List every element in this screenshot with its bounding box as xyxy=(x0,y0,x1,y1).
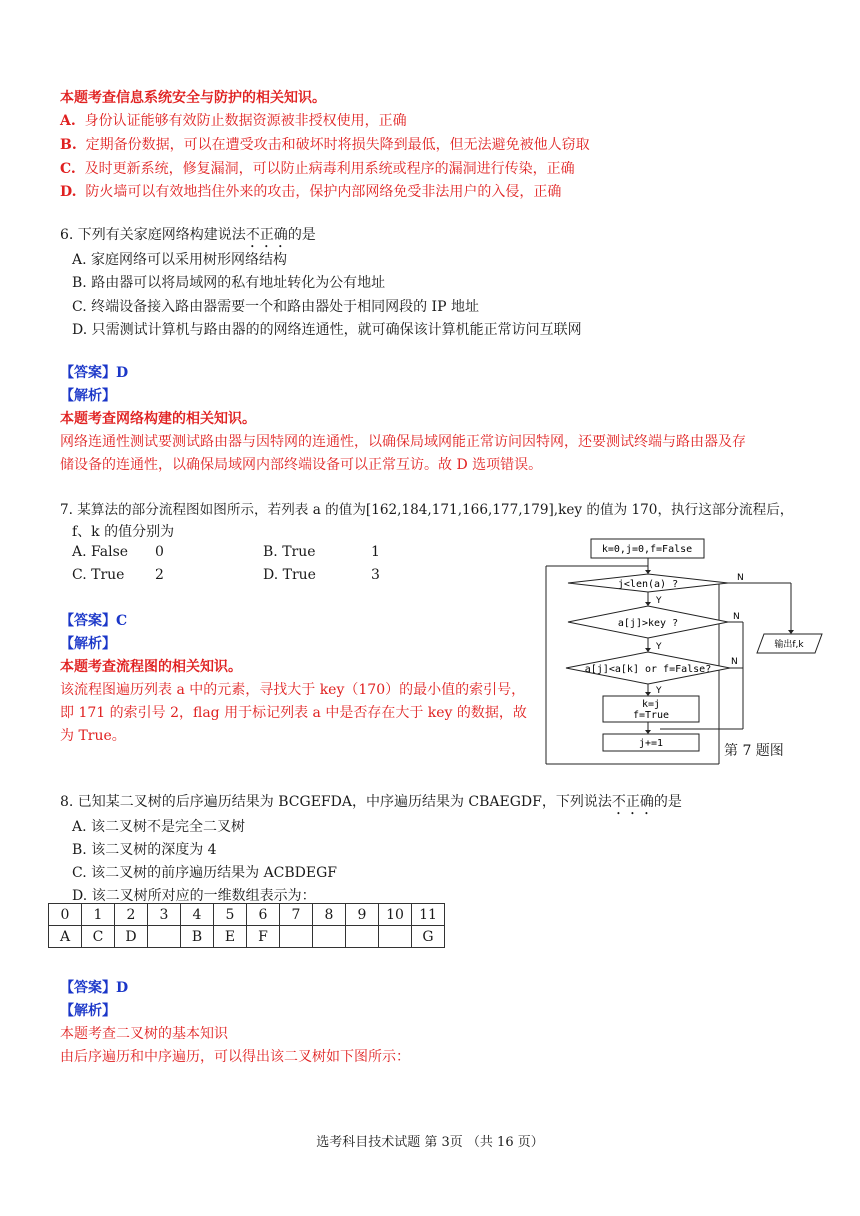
table-cell xyxy=(313,926,346,948)
table-cell: B xyxy=(181,926,214,948)
flowchart-yes-label: Y xyxy=(656,642,662,652)
q8-option-c: C. 该二叉树的前序遍历结果为 ACBDEGF xyxy=(72,865,338,881)
table-cell: 0 xyxy=(49,904,82,926)
q8-analysis-heading: 本题考查二叉树的基本知识 xyxy=(60,1026,228,1042)
flowchart-arrow xyxy=(645,730,651,734)
table-cell: 6 xyxy=(247,904,280,926)
flowchart-cond1-text: j<len(a) ? xyxy=(617,579,679,590)
q6-option-b: B. 路由器可以将局域网的私有地址转化为公有地址 xyxy=(72,275,386,291)
table-cell: 2 xyxy=(115,904,148,926)
q8-array-table xyxy=(48,903,445,948)
q7-stem-line-1: 7. 某算法的部分流程图如图所示，若列表 a 的值为[162,184,171,166,177,179],key 的值为 170，执行这部分流程后， xyxy=(60,502,794,518)
q7-option-a-value: 0 xyxy=(155,544,164,560)
table-cell: C xyxy=(82,926,115,948)
q7-analysis-line-1: 该流程图遍历列表 a 中的元素，寻找大于 key（170）的最小值的索引号， xyxy=(60,682,526,698)
q5-analysis-item-d: D. 防火墙可以有效地挡住外来的攻击，保护内部网络免受非法用户的入侵，正确 xyxy=(60,184,562,200)
q7-option-a: A. False xyxy=(72,544,129,560)
q6-stem: 6. 下列有关家庭网络构建说法不正确的是 xyxy=(60,227,316,243)
q7-figure-caption: 第 7 题图 xyxy=(724,743,784,759)
q8-stem: 8. 已知某二叉树的后序遍历结果为 BCGEFDA，中序遍历结果为 CBAEGDF，下列说法不正确的是 xyxy=(60,794,682,810)
page-footer: 选考科目技术试题 第 3页 （共 16 页） xyxy=(316,1135,544,1150)
flowchart-no-label: N xyxy=(731,657,738,667)
q6-option-d: D. 只需测试计算机与路由器的的网络连通性，就可确保该计算机能正常访问互联网 xyxy=(72,322,582,338)
q5-analysis-item-a: A. 身份认证能够有效防止数据资源被非授权使用，正确 xyxy=(60,113,407,129)
flowchart-arrow xyxy=(645,648,651,652)
flowchart-yes-label: Y xyxy=(656,596,662,606)
table-cell xyxy=(379,926,412,948)
q7-option-d-value: 3 xyxy=(371,567,380,583)
q7-option-c: C. True xyxy=(72,567,125,583)
table-cell: D xyxy=(115,926,148,948)
q7-option-b: B. True xyxy=(263,544,316,560)
table-cell xyxy=(346,926,379,948)
table-cell: 5 xyxy=(214,904,247,926)
table-cell: 1 xyxy=(82,904,115,926)
flowchart-assign1-text: k=j xyxy=(641,699,661,710)
flowchart-no-label: N xyxy=(733,612,740,622)
q7-stem-line-2: f、k 的值分别为 xyxy=(72,524,175,540)
flowchart-arrow xyxy=(645,570,651,574)
table-cell: 3 xyxy=(148,904,181,926)
q6-answer: 【答案】D xyxy=(60,365,129,381)
flowchart-no-label: N xyxy=(737,573,744,583)
flowchart-arrow xyxy=(788,630,794,634)
table-cell: A xyxy=(49,926,82,948)
q6-analysis-label: 【解析】 xyxy=(60,388,116,404)
flowchart-yes-label: Y xyxy=(656,686,662,696)
flowchart-arrow xyxy=(645,602,651,606)
flowchart-cond2-text: a[j]>key ? xyxy=(617,618,679,629)
flowchart-arrow xyxy=(645,692,651,696)
flowchart-init-text: k=0,j=0,f=False xyxy=(601,544,693,555)
q5-analysis-heading: 本题考查信息系统安全与防护的相关知识。 xyxy=(60,90,326,106)
q7-analysis-line-3: 为 True。 xyxy=(60,728,126,744)
table-cell xyxy=(148,926,181,948)
table-cell: 4 xyxy=(181,904,214,926)
q7-analysis-line-2: 即 171 的索引号 2，flag 用于标记列表 a 中是否存在大于 key 的数据，故 xyxy=(60,705,527,721)
table-cell: 8 xyxy=(313,904,346,926)
table-cell: F xyxy=(247,926,280,948)
q6-analysis-line-1: 网络连通性测试要测试路由器与因特网的连通性，以确保局域网能正常访问因特网，还要测试终端与路由器及存 xyxy=(60,434,746,450)
q8-answer: 【答案】D xyxy=(60,980,129,996)
q6-option-a: A. 家庭网络可以采用树形网络结构 xyxy=(72,252,288,268)
flowchart-cond3-text: a[j]<a[k] or f=False? xyxy=(584,664,712,675)
q8-option-a: A. 该二叉树不是完全二叉树 xyxy=(72,819,246,835)
q7-option-c-value: 2 xyxy=(155,567,164,583)
table-cell: 7 xyxy=(280,904,313,926)
flowchart-assign2-text: f=True xyxy=(632,710,670,721)
flowchart-output-text: 输出f,k xyxy=(774,640,804,650)
q6-option-c: C. 终端设备接入路由器需要一个和路由器处于相同网段的 IP 地址 xyxy=(72,299,479,315)
q6-analysis-line-2: 储设备的连通性，以确保局域网内部终端设备可以正常互访。故 D 选项错误。 xyxy=(60,457,543,473)
table-cell: 11 xyxy=(412,904,445,926)
q8-option-d: D. 该二叉树所对应的一维数组表示为： xyxy=(72,888,316,904)
table-cell: G xyxy=(412,926,445,948)
q5-analysis-item-b: B. 定期备份数据，可以在遭受攻击和破坏时将损失降到最低，但无法避免被他人窃取 xyxy=(60,137,590,153)
q8-analysis-label: 【解析】 xyxy=(60,1003,116,1019)
q8-option-b: B. 该二叉树的深度为 4 xyxy=(72,842,217,858)
table-cell: 9 xyxy=(346,904,379,926)
table-cell: 10 xyxy=(379,904,412,926)
q7-answer: 【答案】C xyxy=(60,613,128,629)
table-row xyxy=(49,904,445,926)
q7-analysis-heading: 本题考查流程图的相关知识。 xyxy=(60,659,242,675)
q8-analysis-line-1: 由后序遍历和中序遍历，可以得出该二叉树如下图所示： xyxy=(60,1049,410,1065)
q7-flowchart xyxy=(540,532,830,772)
table-cell xyxy=(280,926,313,948)
q7-option-d: D. True xyxy=(263,567,316,583)
q7-option-b-value: 1 xyxy=(371,544,380,560)
q6-analysis-heading: 本题考查网络构建的相关知识。 xyxy=(60,411,256,427)
q7-analysis-label: 【解析】 xyxy=(60,636,116,652)
table-cell: E xyxy=(214,926,247,948)
table-row xyxy=(49,926,445,948)
flowchart-incr-text: j+=1 xyxy=(638,738,664,749)
q5-analysis-item-c: C. 及时更新系统，修复漏洞，可以防止病毒利用系统或程序的漏洞进行传染，正确 xyxy=(60,161,575,177)
